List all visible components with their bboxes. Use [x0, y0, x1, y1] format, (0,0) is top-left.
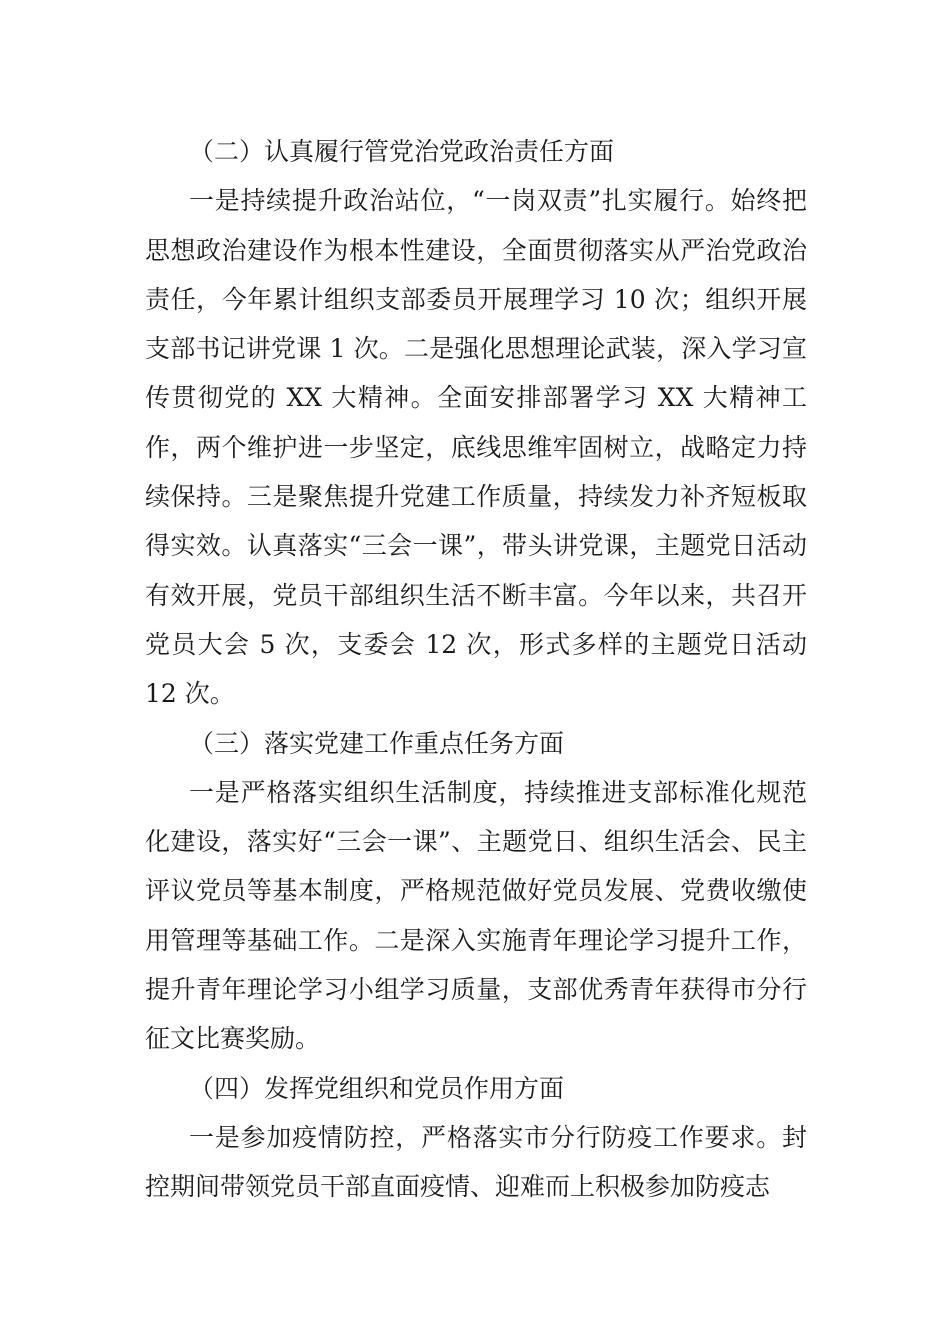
section-heading-2: （二）认真履行管党治党政治责任方面 [189, 137, 615, 166]
section-4-paragraph: 一是参加疫情防控，严格落实市分行防疫工作要求。封控期间带领党员干部直面疫情、迎难而上积极参加防疫志 [145, 1122, 807, 1202]
section-heading-3: （三）落实党建工作重点任务方面 [189, 728, 565, 758]
section-3-paragraph: 一是严格落实组织生活制度，持续推进支部标准化规范化建设，落实好“三会一课”、主题党日、组织生活会、民主评议党员等基本制度，严格规范做好党员发展、党费收缴使用管理等基础工作。二是深入实施青年理论学习提升工作，提升青年理论学习小组学习质量，支部优秀青年获得市分行征文比赛奖励。 [145, 777, 807, 1054]
document-body [145, 127, 807, 1212]
section-heading-4: （四）发挥党组织和党员作用方面 [189, 1073, 565, 1103]
section-2-paragraph: 一是持续提升政治站位，“一岗双责”扎实履行。始终把思想政治建设作为根本性建设，全面贯彻落实从严治党政治责任，今年累计组织支部委员开展理学习 10 次；组织开展支部书记讲党课 1 次。二是强化思想理论武装，深入学习宣传贯彻党的 XX 大精神。全面安排部署学习 XX 大精神工作，两个维护进一步坚定，底线思维牢固树立，战略定力持续保持。三是聚焦提升党建工作质量，持续发力补齐短板取得实效。认真落实“三会一课”，带头讲党课，主题党日活动有效开展，党员干部组织生活不断丰富。今年以来，共召开党员大会 5 次，支委会 12 次，形式多样的主题党日活动 12 次。 [145, 186, 807, 709]
